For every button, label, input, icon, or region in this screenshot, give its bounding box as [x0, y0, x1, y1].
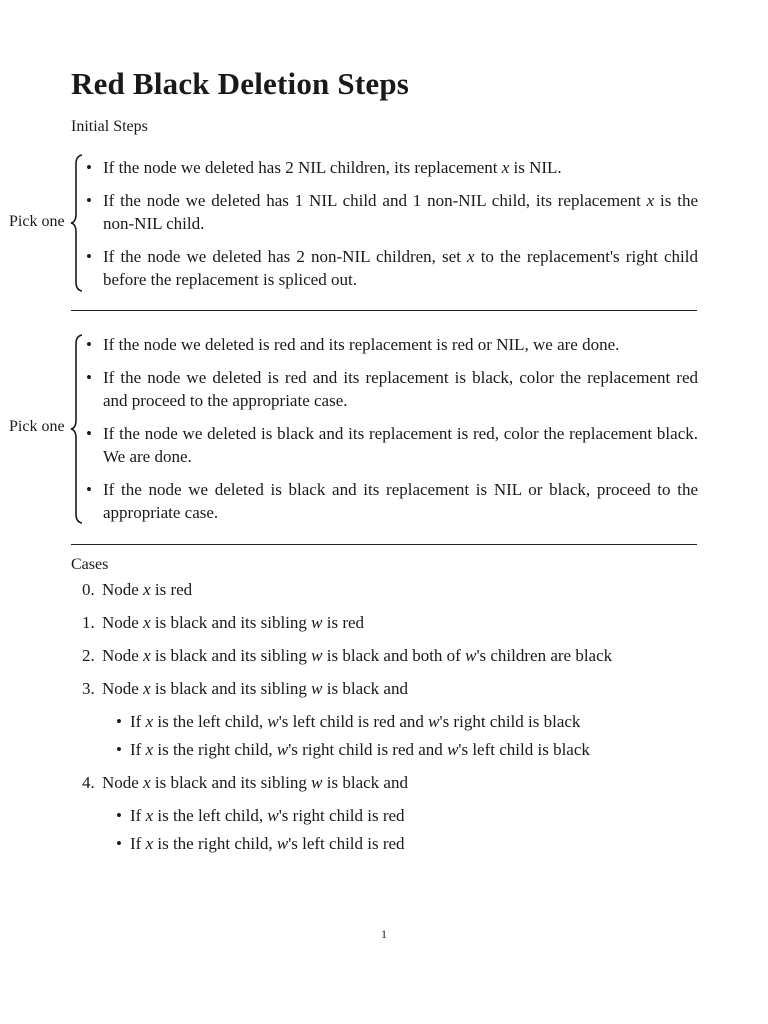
- replacement-rule-text: If the node we deleted is black and its replacement is NIL or black, proceed to the appropriate case.: [103, 479, 698, 522]
- replacement-rule-text: If the node we deleted is red and its replacement is red or NIL, we are done.: [103, 335, 620, 354]
- case-item: [82, 771, 612, 855]
- case-text: Node x is red: [102, 580, 193, 599]
- initial-step-item: [86, 189, 698, 236]
- math-variable-w: w: [276, 740, 289, 759]
- initial-steps-heading: Initial Steps: [71, 118, 148, 135]
- divider-2: [71, 544, 697, 545]
- case-subcondition-text: If x is the left child, w's left child is red and w's right child is black: [130, 712, 581, 731]
- pick-one-label-2: Pick one: [9, 418, 65, 435]
- math-variable-x: x: [143, 773, 151, 792]
- replacement-rule-item: [86, 333, 698, 357]
- case-subconditions: [102, 804, 612, 855]
- math-variable-x: x: [143, 679, 151, 698]
- initial-steps-list-1: [86, 156, 698, 292]
- math-variable-x: x: [501, 158, 510, 177]
- case-number: 2.: [82, 646, 95, 665]
- case-item: [82, 611, 612, 634]
- case-text: Node x is black and its sibling w is black and both of w's children are black: [102, 646, 613, 665]
- divider-1: [71, 310, 697, 311]
- page-number: 1: [381, 927, 387, 941]
- math-variable-x: x: [145, 806, 154, 825]
- bullet-icon: •: [116, 806, 122, 825]
- replacement-rule-text: If the node we deleted is black and its replacement is red, color the replacement black. We are done.: [103, 423, 698, 466]
- math-variable-w: w: [465, 646, 477, 665]
- cases-heading: Cases: [71, 556, 109, 573]
- initial-step-text: If the node we deleted has 2 NIL children, its replacement x is NIL.: [103, 158, 562, 177]
- replacement-rule-item: [86, 422, 698, 469]
- math-variable-w: w: [311, 613, 323, 632]
- math-variable-w: w: [447, 740, 459, 759]
- initial-step-item: [86, 156, 698, 180]
- case-subcondition-text: If x is the left child, w's right child is red: [130, 806, 405, 825]
- case-text: Node x is black and its sibling w is red: [102, 613, 365, 632]
- bullet-icon: •: [116, 712, 122, 731]
- case-item: [82, 644, 612, 667]
- case-subcondition-item: [112, 710, 612, 733]
- math-variable-x: x: [145, 740, 154, 759]
- replacement-rule-text: If the node we deleted is red and its replacement is black, color the replacement red and proceed to the appropriate case.: [103, 367, 698, 410]
- math-variable-w: w: [311, 679, 323, 698]
- bullet-icon: •: [116, 834, 122, 853]
- math-variable-w: w: [428, 712, 440, 731]
- bullet-icon: •: [86, 190, 92, 210]
- initial-step-text: If the node we deleted has 2 non-NIL children, set x to the replacement's right child before the replacement is spliced out.: [103, 246, 698, 289]
- case-number: 3.: [82, 679, 95, 698]
- math-variable-x: x: [145, 712, 154, 731]
- math-variable-w: w: [276, 834, 289, 853]
- bullet-icon: •: [86, 246, 92, 266]
- cases-list: [82, 578, 612, 855]
- math-variable-x: x: [145, 834, 154, 853]
- left-brace-2: [70, 334, 84, 524]
- case-subconditions: [102, 710, 612, 761]
- math-variable-x: x: [143, 580, 151, 599]
- math-variable-w: w: [311, 773, 323, 792]
- case-subcondition-item: [112, 832, 612, 855]
- math-variable-w: w: [311, 646, 323, 665]
- bullet-icon: •: [86, 367, 92, 387]
- initial-step-text: If the node we deleted has 1 NIL child and 1 non-NIL child, its replacement x is the non-NIL child.: [103, 190, 698, 233]
- math-variable-x: x: [646, 190, 655, 210]
- case-item: [82, 578, 612, 601]
- math-variable-x: x: [467, 246, 475, 266]
- page-title: Red Black Deletion Steps: [71, 66, 410, 101]
- case-number: 4.: [82, 773, 95, 792]
- math-variable-x: x: [143, 613, 151, 632]
- case-subcondition-text: If x is the right child, w's right child is red and w's left child is black: [130, 740, 590, 759]
- case-item: [82, 677, 612, 761]
- case-subcondition-item: [112, 738, 612, 761]
- case-number: 0.: [82, 580, 95, 599]
- bullet-icon: •: [86, 335, 92, 354]
- initial-step-item: [86, 245, 698, 292]
- case-number: 1.: [82, 613, 95, 632]
- case-subcondition-item: [112, 804, 612, 827]
- bullet-icon: •: [86, 479, 92, 499]
- math-variable-w: w: [267, 712, 279, 731]
- case-text: Node x is black and its sibling w is black and: [102, 773, 408, 792]
- case-text: Node x is black and its sibling w is black and: [102, 679, 408, 698]
- pick-one-label-1: Pick one: [9, 213, 65, 230]
- math-variable-x: x: [143, 646, 151, 665]
- case-subcondition-text: If x is the right child, w's left child is red: [130, 834, 405, 853]
- bullet-icon: •: [86, 423, 92, 443]
- bullet-icon: •: [116, 740, 122, 759]
- initial-steps-list-2: [86, 333, 698, 525]
- bullet-icon: •: [86, 158, 92, 177]
- replacement-rule-item: [86, 478, 698, 525]
- replacement-rule-item: [86, 366, 698, 413]
- left-brace-1: [70, 154, 84, 292]
- math-variable-w: w: [267, 806, 279, 825]
